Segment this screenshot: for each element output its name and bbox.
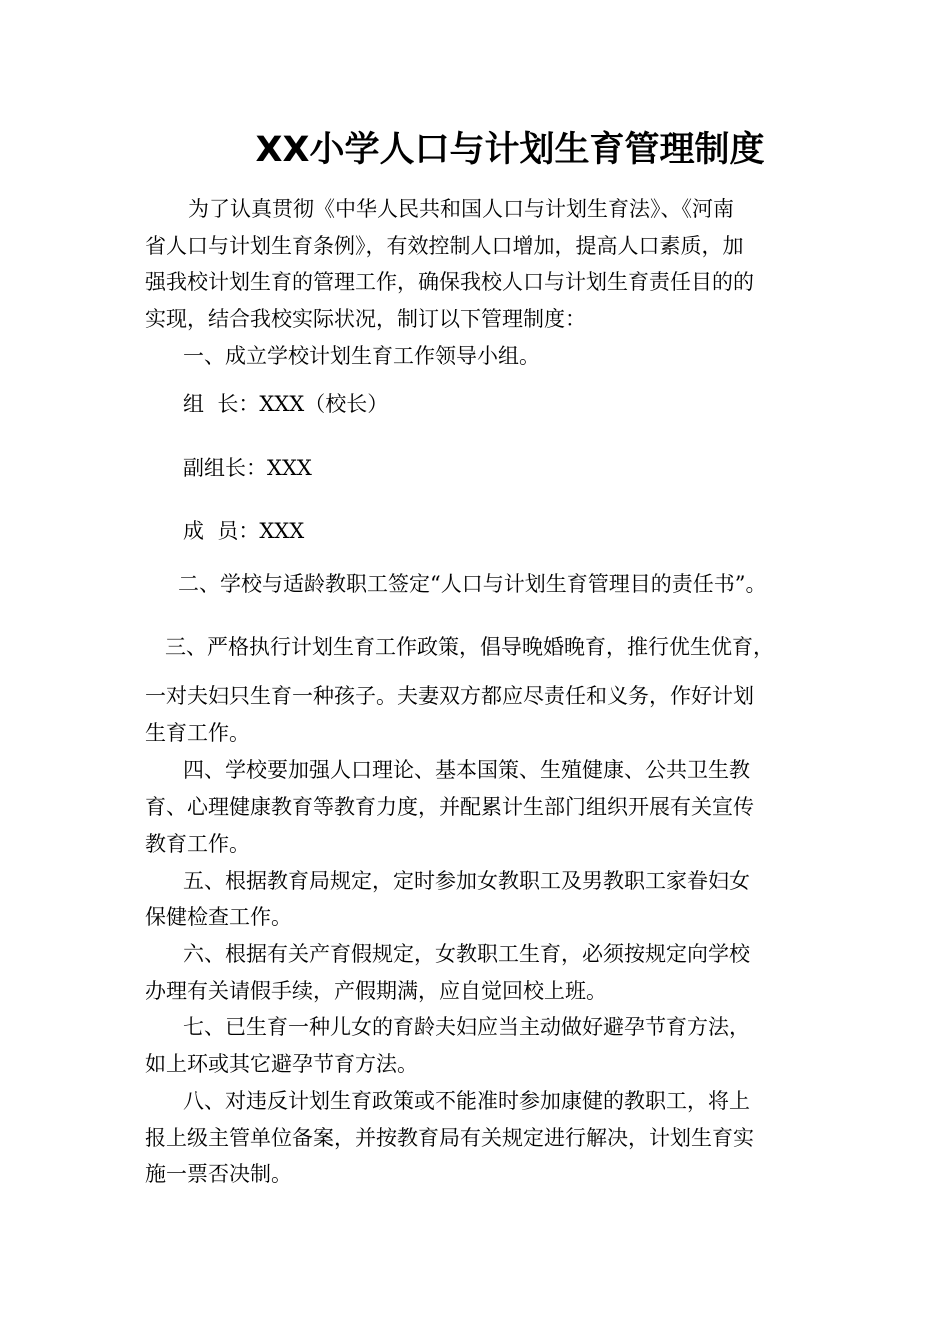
item-4-line-2: 育、心理健康教育等教育力度，并配累计生部门组织开展有关宣传 bbox=[145, 795, 754, 819]
item-2: 二、学校与适龄教职工签定“人口与计划生育管理目的责任书”。 bbox=[178, 572, 767, 596]
leader-line: 组 长：XXX（校长） bbox=[183, 392, 389, 416]
item-7-line-1: 七、已生育一种儿女的育龄夫妇应当主动做好避孕节育方法， bbox=[183, 1015, 750, 1039]
intro-line-4: 实现，结合我校实际状况，制订以下管理制度： bbox=[145, 307, 586, 331]
item-3-line-1: 三、严格执行计划生育工作政策，倡导晚婚晚育，推行优生优育， bbox=[165, 635, 774, 659]
members-line: 成 员：XXX bbox=[183, 519, 305, 543]
document-title: XX小学人口与计划生育管理制度 bbox=[255, 130, 765, 170]
intro-line-3: 强我校计划生育的管理工作，确保我校人口与计划生育责任目的的 bbox=[145, 270, 754, 294]
item-3-line-2: 一对夫妇只生育一种孩子。夫妻双方都应尽责任和义务，作好计划 bbox=[145, 684, 754, 708]
item-5-line-1: 五、根据教育局规定，定时参加女教职工及男教职工家眷妇女 bbox=[183, 869, 750, 893]
item-8-line-3: 施一票否决制。 bbox=[145, 1162, 292, 1186]
intro-line-2: 省人口与计划生育条例》，有效控制人口增加，提高人口素质，加 bbox=[145, 234, 744, 258]
item-8-line-2: 报上级主管单位备案，并按教育局有关规定进行解决，计划生育实 bbox=[145, 1126, 754, 1150]
deputy-leader-line: 副组长：XXX bbox=[183, 456, 312, 480]
intro-line-1: 为了认真贯彻《中华人民共和国人口与计划生育法》、《河南 bbox=[188, 197, 734, 221]
item-4-line-1: 四、学校要加强人口理论、基本国策、生殖健康、公共卫生教 bbox=[183, 758, 750, 782]
item-5-line-2: 保健检查工作。 bbox=[145, 905, 292, 929]
item-6-line-1: 六、根据有关产育假规定，女教职工生育，必须按规定向学校 bbox=[183, 942, 750, 966]
item-7-line-2: 如上环或其它避孕节育方法。 bbox=[145, 1052, 418, 1076]
item-1: 一、成立学校计划生育工作领导小组。 bbox=[183, 344, 540, 368]
item-8-line-1: 八、对违反计划生育政策或不能准时参加康健的教职工，将上 bbox=[183, 1089, 750, 1113]
item-3-line-3: 生育工作。 bbox=[145, 721, 250, 745]
item-4-line-3: 教育工作。 bbox=[145, 832, 250, 856]
item-6-line-2: 办理有关请假手续，产假期满，应自觉回校上班。 bbox=[145, 979, 607, 1003]
